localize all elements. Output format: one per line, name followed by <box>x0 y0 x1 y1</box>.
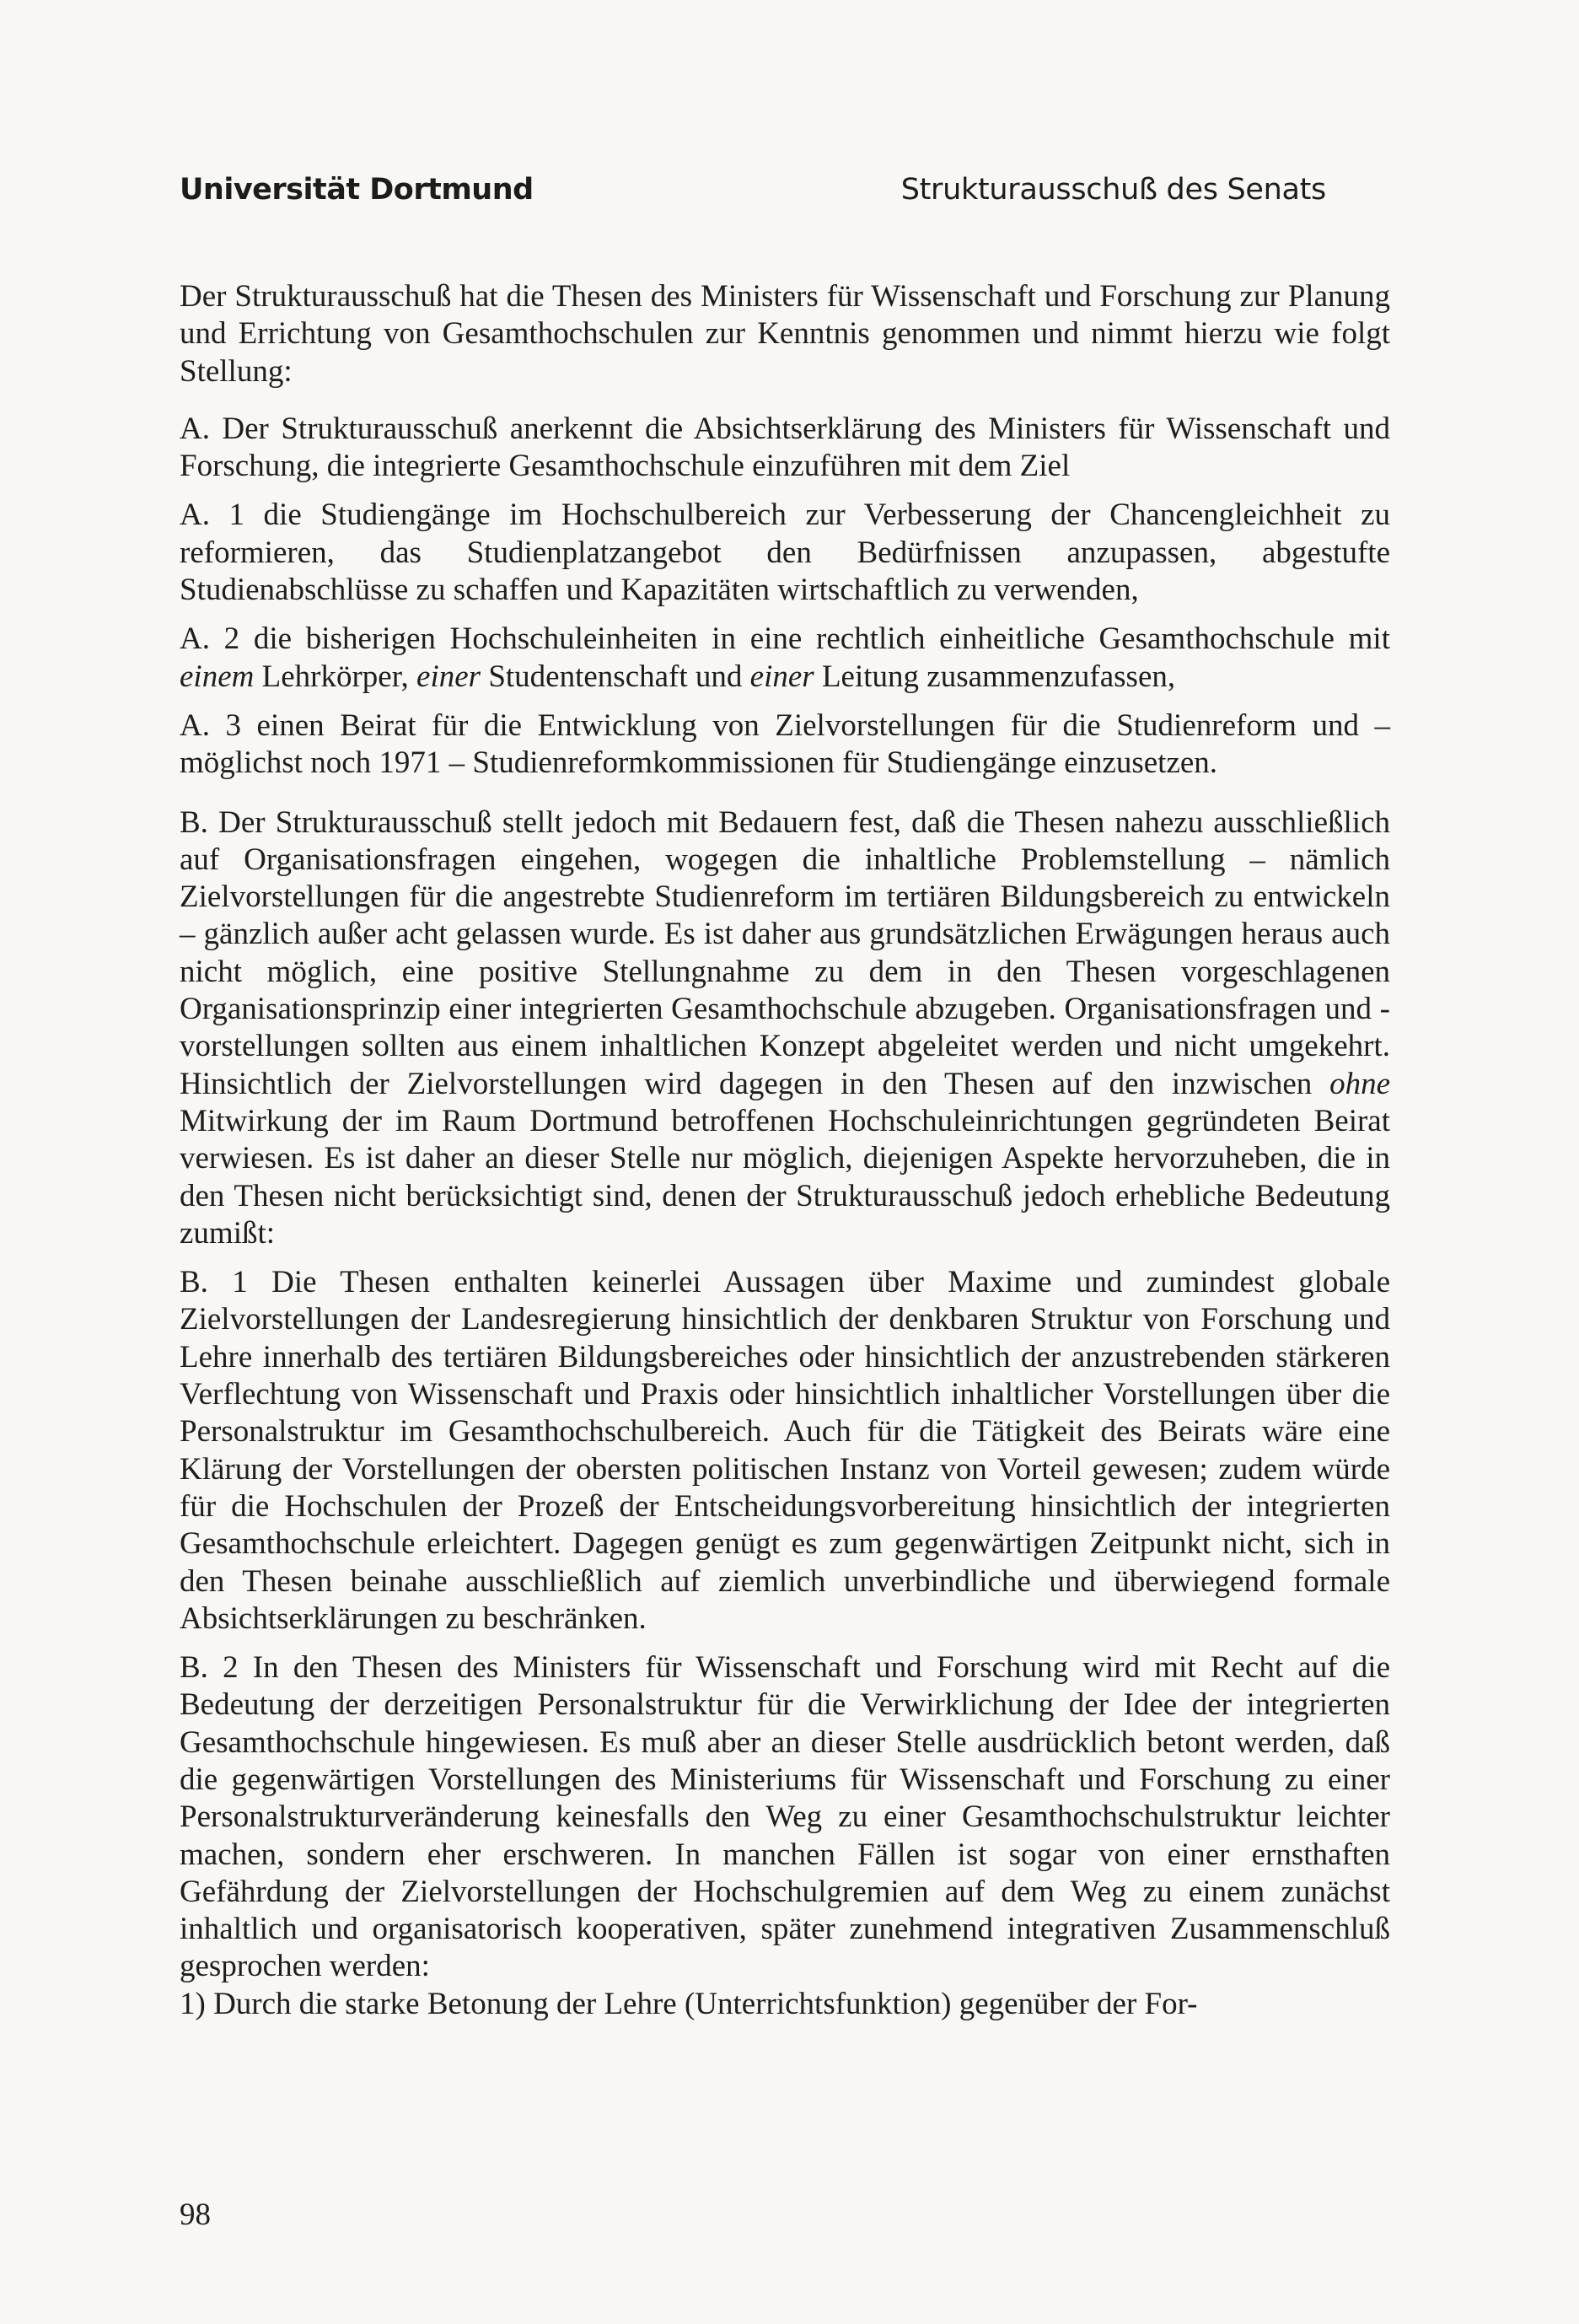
paragraph-text: Mitwirkung der im Raum Dortmund betroffenen Hochschuleinrichtungen gegründeten Beirat verwiesen. Es ist daher an dieser Stelle nur möglich, diejenigen Aspekte hervorzuheben, die in den Thesen nicht berücksichtigt sind, denen der Strukturausschuß jedoch erhebliche Bedeutung zumißt: <box>180 1103 1390 1251</box>
paragraph-intro <box>180 278 1390 390</box>
paragraph-b2-1 <box>180 1986 1390 2023</box>
paragraph-b <box>180 804 1390 1253</box>
paragraph-text: A. 2 die bisherigen Hochschuleinheiten in eine rechtlich einheitliche Gesamthochschule mit <box>180 621 1390 657</box>
paragraph-a <box>180 411 1390 486</box>
paragraph-text: 1) Durch die starke Betonung der Lehre (Unterrichtsfunktion) gegenüber der For- <box>180 1986 1198 2021</box>
paragraph-a3 <box>180 707 1390 783</box>
emphasized-text: einer <box>416 659 481 694</box>
emphasized-text: einer <box>749 659 814 694</box>
page-number: 98 <box>180 2198 211 2232</box>
paragraph-text: Leitung zusammenzufassen, <box>814 659 1176 694</box>
paragraph-text: B. 1 Die Thesen enthalten keinerlei Aussagen über Maxime und zumindest globale Zielvorstellungen der Landesregierung hinsichtlich der denkbaren Struktur von Forschung und Lehre innerhalb des tertiären Bildungsbereiches oder hinsichtlich der anzustrebenden stärkeren Verflechtung von Wissenschaft und Praxis oder hinsichtlich inhaltlicher Vorstellungen über die Personalstruktur im Gesamthochschulbereich. Auch für die Tätigkeit des Beirats wäre eine Klärung der Vorstellungen der obersten politischen Instanz von Vorteil gewesen; zudem würde für die Hochschulen der Prozeß der Entscheidungsvorbereitung hinsichtlich der integrierten Gesamthochschule erleichtert. Dagegen genügt es zum gegenwärtigen Zeitpunkt nicht, sich in den Thesen beinahe ausschließlich auf ziemlich unverbindliche und überwiegend formale Absichtserklärungen zu beschränken. <box>180 1265 1390 1636</box>
paragraph-b2 <box>180 1649 1390 1986</box>
paragraph-text: Studentenschaft und <box>481 659 750 694</box>
emphasized-text: ohne <box>1329 1066 1390 1101</box>
committee-name: Strukturausschuß des Senats <box>900 173 1326 207</box>
paragraph-text: A. 1 die Studiengänge im Hochschulbereich zur Verbesserung der Chancengleichheit zu reformieren, das Studienplatzangebot den Bedürfnissen anzupassen, abgestufte Studienabschlüsse zu schaffen und Kapazitäten wirtschaftlich zu verwenden, <box>180 498 1390 608</box>
paragraph-text: A. 3 einen Beirat für die Entwicklung von Zielvorstellungen für die Studienreform und – möglichst noch 1971 – Studienreformkommissionen für Studiengänge einzusetzen. <box>180 707 1390 781</box>
institution-name: Universität Dortmund <box>180 173 534 207</box>
paragraph-text: A. Der Strukturausschuß anerkennt die Absichtserklärung des Ministers für Wissenschaft und Forschung, die integrierte Gesamthochschule einzuführen mit dem Ziel <box>180 411 1390 484</box>
paragraph-text: Lehrkörper, <box>254 659 417 694</box>
emphasized-text: einem <box>180 659 255 694</box>
body-text <box>180 278 1390 2035</box>
paragraph-text: B. 2 In den Thesen des Ministers für Wissenschaft und Forschung wird mit Recht auf die Bedeutung der derzeitigen Personalstruktur für die Verwirklichung der Idee der integrierten Gesamthochschule hingewiesen. Es muß aber an dieser Stelle ausdrücklich betont werden, daß die gegenwärtigen Vorstellungen des Ministeriums für Wissenschaft und Forschung zu einer Personalstrukturveränderung keinesfalls den Weg zu einer Gesamthochschulstruktur leichter machen, sondern eher erschweren. In manchen Fällen ist sogar von einer ernsthaften Gefährdung der Zielvorstellungen der Hochschulgremien auf dem Weg zu einem zunächst inhaltlich und organisatorisch kooperativen, später zunehmend integrativen Zusammenschluß gesprochen werden: <box>180 1650 1390 1984</box>
paragraph-a1 <box>180 497 1390 609</box>
paragraph-text: Der Strukturausschuß hat die Thesen des Ministers für Wissenschaft und Forschung zur Planung und Errichtung von Gesamthochschulen zur Kenntnis genommen und nimmt hierzu wie folgt Stellung: <box>180 279 1390 389</box>
paragraph-text: B. Der Strukturausschuß stellt jedoch mit Bedauern fest, daß die Thesen nahezu ausschließlich auf Organisationsfragen eingehen, wogegen die inhaltliche Problemstellung – nämlich Zielvorstellungen für die angestrebte Studienreform im tertiären Bildungsbereich zu entwickeln – gänzlich außer acht gelassen wurde. Es ist daher aus grundsätzlichen Erwägungen heraus auch nicht möglich, eine positive Stellungnahme zu dem in den Thesen vorgeschlagenen Organisationsprinzip einer integrierten Gesamthochschule abzugeben. Organisationsfragen und -vorstellungen sollten aus einem inhaltlichen Konzept abgeleitet werden und nicht umgekehrt. Hinsichtlich der Zielvorstellungen wird dagegen in den Thesen auf den inzwischen <box>180 804 1390 1101</box>
paragraph-b1 <box>180 1264 1390 1638</box>
paragraph-a2 <box>180 621 1390 696</box>
page-header <box>180 173 1326 223</box>
